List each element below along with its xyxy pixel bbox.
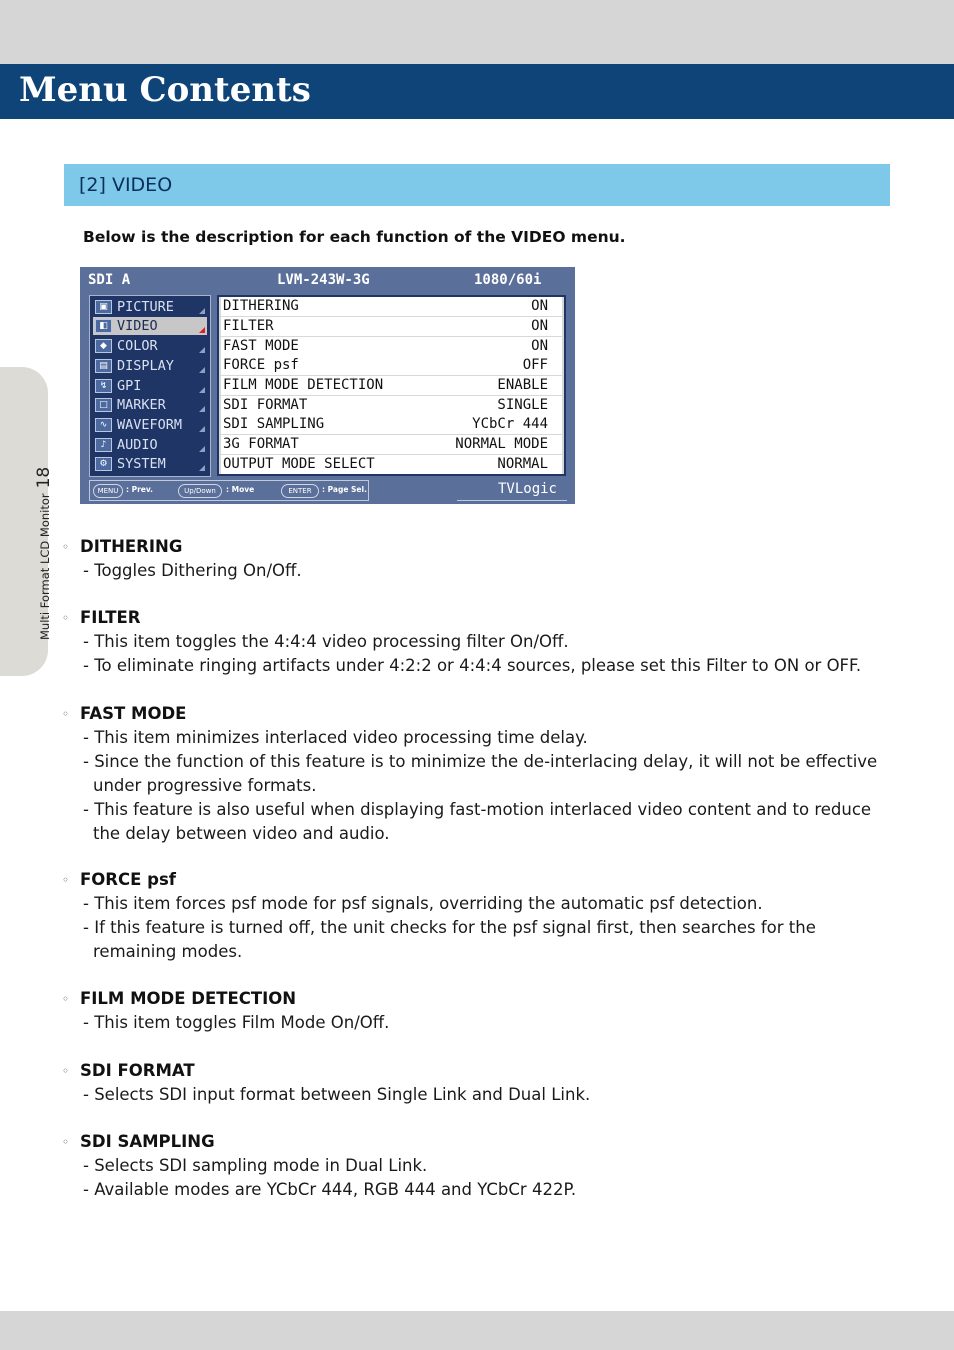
- video-icon: ◧: [95, 319, 112, 333]
- item-fast-mode: [62, 702, 892, 846]
- side-label: [34, 467, 54, 640]
- item-title: FILTER: [80, 608, 141, 627]
- bullet-icon: ◦: [62, 992, 70, 1006]
- item-line: - This item minimizes interlaced video processing time delay.: [83, 728, 588, 747]
- intro-text: Below is the description for each function of the VIDEO menu.: [83, 228, 626, 246]
- bullet-icon: ◦: [62, 1135, 70, 1149]
- osd-input: SDI A: [88, 272, 131, 288]
- picture-icon: ▣: [95, 300, 112, 314]
- bullet-icon: ◦: [62, 707, 70, 721]
- item-title: SDI SAMPLING: [80, 1132, 215, 1151]
- page-number: 18: [34, 466, 54, 489]
- enter-key: ENTER: [281, 484, 319, 498]
- audio-icon: ♪: [95, 438, 112, 452]
- bottom-band: [0, 1311, 954, 1350]
- setting-row-3g-format[interactable]: 3G FORMAT NORMAL MODE: [221, 435, 562, 454]
- osd-menu: [89, 295, 211, 477]
- setting-row-film-mode-detection[interactable]: FILM MODE DETECTION ENABLE: [221, 376, 562, 395]
- setting-row-sdi-sampling[interactable]: SDI SAMPLING YCbCr 444: [221, 415, 562, 434]
- updown-key-desc: : Move: [226, 485, 255, 494]
- bullet-icon: ◦: [62, 1064, 70, 1078]
- item-sdi-format: [62, 1059, 892, 1107]
- item-title: FAST MODE: [80, 704, 187, 723]
- corner-arrow-icon: [199, 387, 205, 393]
- item-force-psf: [62, 868, 892, 964]
- waveform-icon: ∿: [95, 418, 112, 432]
- corner-arrow-icon: [199, 406, 205, 412]
- osd-menu-item-picture[interactable]: ▣ PICTURE: [93, 298, 207, 316]
- osd-menu-item-waveform[interactable]: ∿ WAVEFORM: [93, 416, 207, 434]
- bullet-icon: ◦: [62, 873, 70, 887]
- updown-key: Up/Down: [178, 484, 222, 498]
- enter-key-desc: : Page Sel.: [322, 485, 367, 494]
- bullet-icon: ◦: [62, 611, 70, 625]
- item-filter: [62, 606, 892, 678]
- item-line: - If this feature is turned off, the unit checks for the psf signal first, then searches for the remaining modes.: [83, 918, 816, 961]
- osd-model: LVM-243W-3G: [277, 272, 370, 288]
- corner-arrow-icon: [199, 327, 205, 333]
- item-line: - Selects SDI input format between Single Link and Dual Link.: [83, 1085, 591, 1104]
- side-label-text: Multi Format LCD Monitor: [38, 493, 52, 640]
- item-line: - Since the function of this feature is to minimize the de-interlacing delay, it will not be effective under progressive formats.: [83, 752, 878, 795]
- menu-key: MENU: [93, 484, 123, 498]
- setting-row-filter[interactable]: FILTER ON: [221, 317, 562, 336]
- corner-arrow-icon: [199, 446, 205, 452]
- item-line: - To eliminate ringing artifacts under 4:2:2 or 4:4:4 sources, please set this Filter to ON or OFF.: [83, 656, 862, 675]
- system-icon: ⚙: [95, 457, 112, 471]
- item-line: - Selects SDI sampling mode in Dual Link.: [83, 1156, 428, 1175]
- item-title: FILM MODE DETECTION: [80, 989, 297, 1008]
- corner-arrow-icon: [199, 426, 205, 432]
- item-line: - This item forces psf mode for psf signals, overriding the automatic psf detection.: [83, 894, 763, 913]
- item-title: FORCE psf: [80, 870, 176, 889]
- title-band: [0, 64, 954, 119]
- osd-menu-item-video[interactable]: ◧ VIDEO: [93, 317, 207, 335]
- item-title: SDI FORMAT: [80, 1061, 195, 1080]
- corner-arrow-icon: [199, 367, 205, 373]
- osd-menu-item-marker[interactable]: □ MARKER: [93, 396, 207, 414]
- gpi-icon: ↯: [95, 379, 112, 393]
- item-title: DITHERING: [80, 537, 183, 556]
- setting-row-sdi-format[interactable]: SDI FORMAT SINGLE: [221, 396, 562, 415]
- osd-brand: TVLogic: [457, 479, 567, 501]
- top-band: [0, 0, 954, 64]
- osd-menu-item-audio[interactable]: ♪ AUDIO: [93, 436, 207, 454]
- section-title: [2] VIDEO: [79, 174, 173, 196]
- setting-row-output-mode-select[interactable]: OUTPUT MODE SELECT NORMAL: [221, 455, 562, 474]
- item-sdi-sampling: [62, 1130, 892, 1202]
- marker-icon: □: [95, 398, 112, 412]
- item-line: - Available modes are YCbCr 444, RGB 444 and YCbCr 422P.: [83, 1180, 577, 1199]
- item-line: - This item toggles the 4:4:4 video processing filter On/Off.: [83, 632, 569, 651]
- color-icon: ◆: [95, 339, 112, 353]
- corner-arrow-icon: [199, 465, 205, 471]
- item-line: - This feature is also useful when displaying fast-motion interlaced video content and to reduce the delay between video and audio.: [83, 800, 872, 843]
- setting-row-fast-mode[interactable]: FAST MODE ON: [221, 337, 562, 356]
- corner-arrow-icon: [199, 308, 205, 314]
- setting-row-dithering[interactable]: DITHERING ON: [221, 297, 562, 316]
- osd-menu-item-color[interactable]: ◆ COLOR: [93, 337, 207, 355]
- bullet-icon: ◦: [62, 540, 70, 554]
- item-line: - Toggles Dithering On/Off.: [83, 561, 302, 580]
- osd-header: [80, 267, 575, 293]
- osd-menu-item-gpi[interactable]: ↯ GPI: [93, 377, 207, 395]
- item-dithering: [62, 535, 892, 583]
- item-film-mode-detection: [62, 987, 892, 1035]
- osd-key-guide: [89, 480, 369, 501]
- osd-menu-item-system[interactable]: ⚙ SYSTEM: [93, 455, 207, 473]
- menu-key-desc: : Prev.: [126, 485, 154, 494]
- page-title: Menu Contents: [19, 70, 311, 110]
- corner-arrow-icon: [199, 347, 205, 353]
- osd-menu-item-display[interactable]: ▤ DISPLAY: [93, 357, 207, 375]
- osd-settings-table: [217, 295, 566, 476]
- display-icon: ▤: [95, 359, 112, 373]
- setting-row-force-psf[interactable]: FORCE psf OFF: [221, 356, 562, 375]
- section-header: [64, 164, 890, 206]
- osd-format: 1080/60i: [474, 272, 542, 288]
- item-line: - This item toggles Film Mode On/Off.: [83, 1013, 390, 1032]
